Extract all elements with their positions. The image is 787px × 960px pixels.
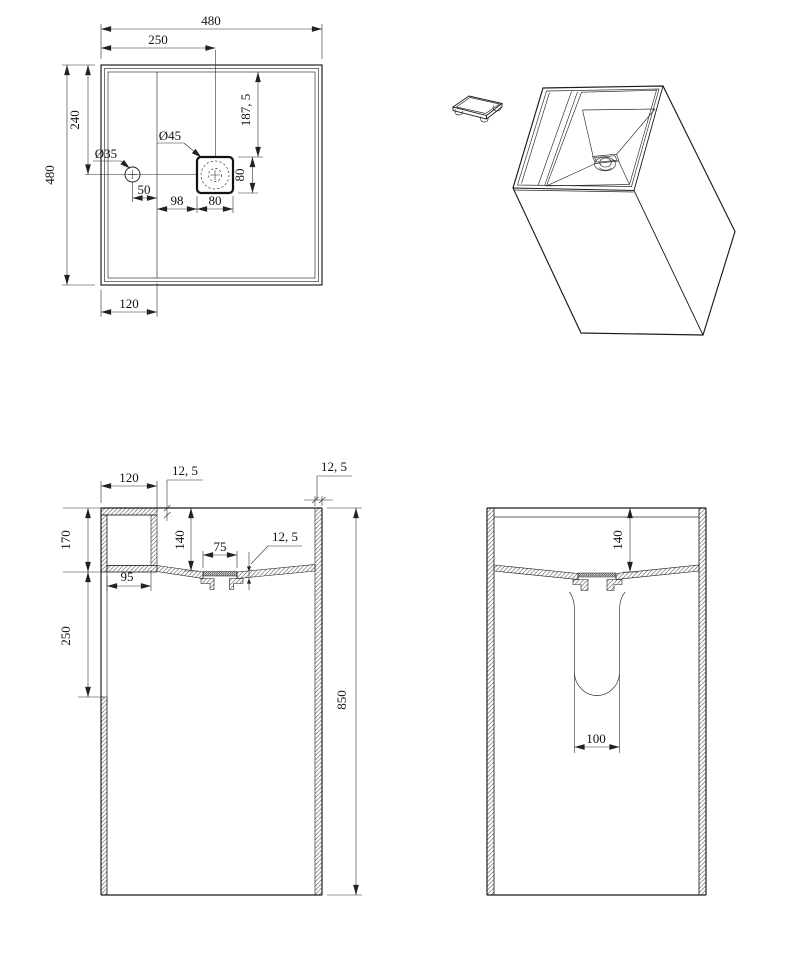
dim-front-opening-label: 250	[58, 626, 73, 646]
side-floor-left-hatch	[494, 565, 578, 580]
plan-faucet-center-mark	[128, 170, 137, 179]
pedestal-outline	[513, 86, 735, 335]
front-floor-arrow-bottom	[247, 579, 251, 584]
ledge-wall-lines	[538, 92, 578, 186]
front-floor-left-hatch	[157, 566, 203, 579]
dim-front-ledge-inner-label: 95	[120, 569, 134, 584]
front-drain-seat-hatch	[203, 572, 237, 577]
dim-plan-depth-label: 480	[42, 165, 57, 185]
front-drain-block-left	[201, 579, 214, 590]
dim-front-wall-label: 12, 5	[321, 459, 347, 474]
front-right-wall-hatch	[315, 508, 322, 895]
isometric-view	[453, 86, 735, 335]
front-top-slab-hatch	[101, 508, 157, 515]
dim-plan-drain-y-label: 187, 5	[238, 93, 253, 127]
basin-back-crease	[583, 109, 656, 110]
dim-plan-faucet-offset-label: 50	[137, 182, 151, 197]
drain-lip-arc	[600, 168, 612, 171]
dim-side-depth-label: 140	[610, 530, 625, 550]
side-drain-cavity	[570, 592, 626, 695]
drain-flange-ellipse	[595, 157, 616, 171]
side-left-wall-hatch	[487, 508, 494, 895]
front-section-view	[58, 459, 362, 895]
plan-view	[42, 13, 322, 317]
basin-rim-left-line	[522, 93, 550, 184]
cover-plate-side	[453, 104, 502, 120]
dim-front-floor-label: 12, 5	[272, 529, 298, 544]
side-drain-seat-hatch	[578, 573, 616, 577]
dim-plan-drain-h-label: 80	[232, 168, 247, 182]
dim-plan-width-label: 480	[201, 13, 221, 28]
dim-front-height-label: 850	[334, 690, 349, 710]
dim-plan-drain-x-label: 250	[148, 32, 168, 47]
dim-plan-centerline-label: 240	[67, 110, 82, 130]
front-partition-hatch	[151, 515, 157, 566]
side-drain-block-left	[573, 580, 588, 591]
side-right-wall-hatch	[699, 508, 706, 895]
front-drain-block-right	[230, 579, 244, 590]
side-section-view	[487, 508, 706, 895]
dim-front-recess-label: 75	[213, 539, 227, 554]
side-outline	[487, 508, 706, 895]
plan-drain-leader	[184, 143, 202, 158]
drain-cover-plate	[453, 96, 502, 122]
dim-front-ledge-label: 120	[119, 470, 139, 485]
dim-front-ledge-height-label: 170	[58, 530, 73, 550]
dim-front-rim-label: 12, 5	[172, 463, 198, 478]
side-drain-block-right	[607, 580, 622, 591]
side-detail-lines	[494, 508, 699, 895]
pedestal-edges	[513, 86, 703, 335]
dim-front-depth-label: 140	[172, 530, 187, 550]
dim-plan-drain-w-label: 80	[208, 193, 222, 208]
plan-drain-dia-label: Ø45	[158, 128, 182, 143]
front-wall-upper-hatch	[101, 515, 107, 572]
dim-plan-ledge-label: 120	[119, 296, 139, 311]
plan-faucet-dia-label: Ø35	[94, 146, 118, 161]
plan-faucet-leader	[121, 161, 130, 169]
dim-side-cavity-label: 100	[586, 731, 606, 746]
dim-plan-gap98-label: 98	[170, 193, 184, 208]
basin-opening-edge	[547, 90, 657, 186]
front-wall-lower-hatch	[101, 697, 107, 895]
side-extension-lines	[575, 572, 639, 753]
